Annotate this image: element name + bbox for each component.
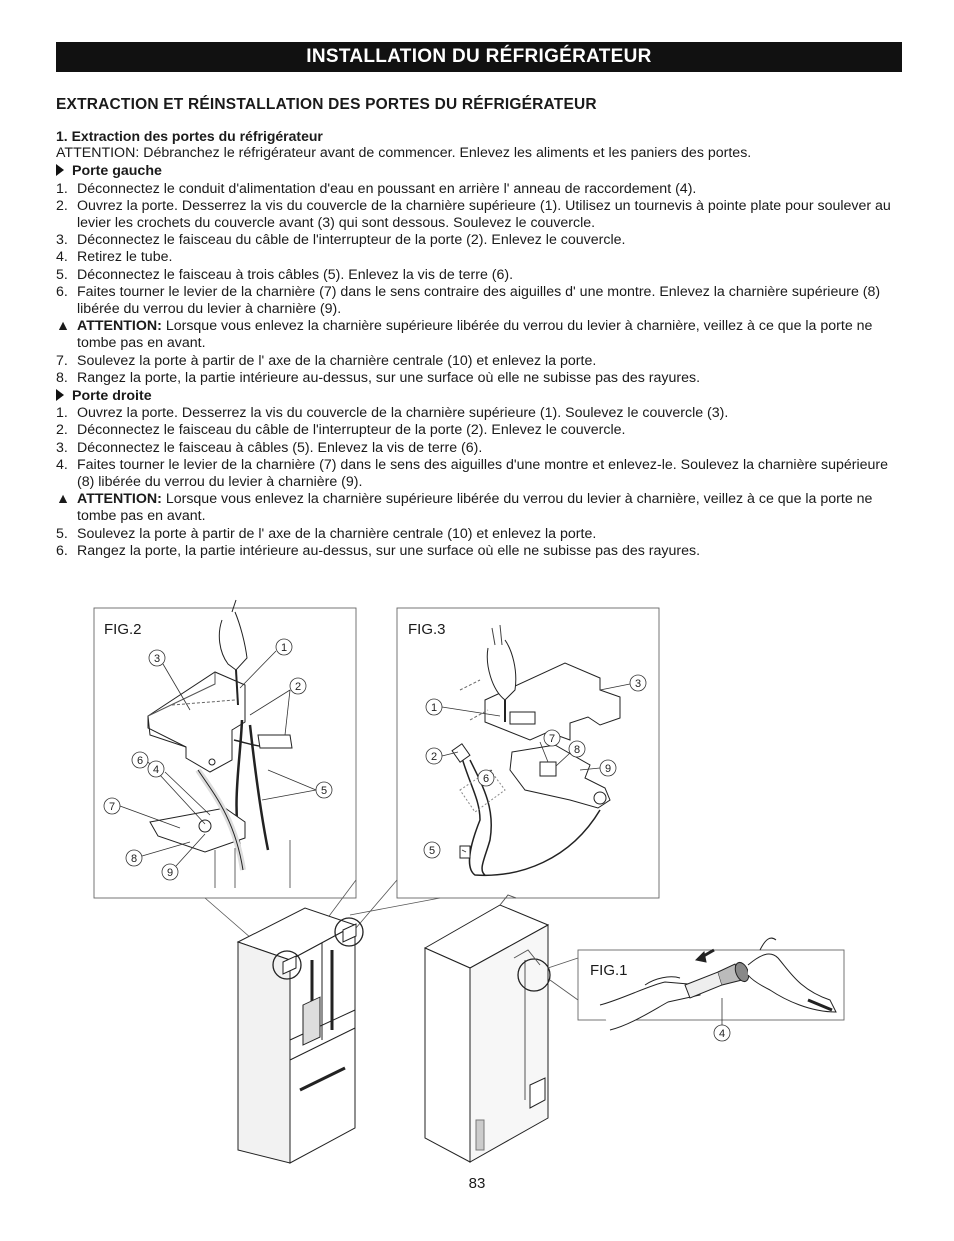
step-number: 3. [56,439,68,456]
step-number: 8. [56,369,68,386]
fig1-label: FIG.1 [590,962,628,979]
subheading: 1. Extraction des portes du réfrigérateur [56,128,323,144]
step-text: Ouvrez la porte. Desserrez la vis du couvercle de la charnière supérieure (1). Soulevez le couvercle (3). [77,405,729,422]
step-number: 4. [56,249,68,266]
fridge-back [425,895,578,1162]
step-number: 5. [56,266,68,283]
figure-3 [397,608,659,898]
callout-3: 3 [634,678,642,690]
step-text: Ouvrez la porte. Desserrez la vis du couvercle de la charnière supérieure (1). Utilisez un tournevis à pointe plate pour soulever au levier les crochets du couvercle avant (3) qui sont dessous. Soulevez le couvercle. [77,197,891,232]
step-text: Faites tourner le levier de la charnière (7) dans le sens contraire des aiguilles d' une montre. Enlevez la charnière supérieure (8) libérée du verrou du levier à charnière (9). [77,283,881,318]
step-text: Soulevez la porte à partir de l' axe de la charnière centrale (10) et enlevez la porte. [77,525,597,542]
step-number: 1. [56,405,68,422]
fig2-label: FIG.2 [104,621,142,638]
fridge-front [238,908,363,1163]
callout-6: 6 [482,773,490,785]
step-number: 1. [56,180,68,197]
intro-paragraph: ATTENTION: Débranchez le réfrigérateur avant de commencer. Enlevez les aliments et les paniers des portes. [56,145,752,162]
callout-5: 5 [428,845,436,857]
callout-1: 1 [280,642,288,654]
step-text: Déconnectez le conduit d'alimentation d'eau en poussant en arrière l' anneau de raccordement (4). [77,180,697,197]
warning-label: ATTENTION: [77,491,162,508]
step-text: Soulevez la porte à partir de l' axe de la charnière centrale (10) et enlevez la porte. [77,352,597,369]
warning-text: Lorsque vous enlevez la charnière supérieure libérée du verrou du levier à charnière, veillez à ce que la porte ne tombe pas en avant. [77,318,873,352]
left-door-title: Porte gauche [72,163,162,180]
step-text: Rangez la porte, la partie intérieure au-dessus, sur une surface où elle ne subisse pas des rayures. [77,369,701,386]
step-number: 6. [56,542,68,559]
callout-6: 6 [136,755,144,767]
warning-label: ATTENTION: [77,318,162,335]
section-title: EXTRACTION ET RÉINSTALLATION DES PORTES DU RÉFRIGÉRATEUR [56,96,597,113]
step-text: Déconnectez le faisceau à câbles (5). Enlevez la vis de terre (6). [77,439,483,456]
callout-9: 9 [166,867,174,879]
step-number: 2. [56,422,68,439]
step-number: 2. [56,197,68,214]
callout-1: 1 [430,702,438,714]
step-number: 4. [56,456,68,473]
callout-4: 4 [718,1028,726,1040]
right-door-title: Porte droite [72,388,152,405]
fig3-label: FIG.3 [408,621,446,638]
figure-2 [94,600,356,898]
warning-icon: ▲ [56,318,71,335]
callout-2: 2 [294,681,302,693]
step-text: Retirez le tube. [77,249,173,266]
step-number: 5. [56,525,68,542]
callout-3: 3 [153,653,161,665]
callout-9: 9 [604,763,612,775]
warning-text: Lorsque vous enlevez la charnière supérieure libérée du verrou du levier à charnière, veillez à ce que la porte ne tombe pas en avant. [77,491,873,525]
warning-icon: ▲ [56,491,71,508]
callout-4: 4 [152,764,160,776]
step-number: 3. [56,232,68,249]
callout-5: 5 [320,785,328,797]
step-number: 7. [56,352,68,369]
callout-8: 8 [130,853,138,865]
page-banner: INSTALLATION DU RÉFRIGÉRATEUR [56,42,902,72]
callout-7: 7 [548,733,556,745]
callout-7: 7 [108,801,116,813]
step-text: Déconnectez le faisceau du câble de l'interrupteur de la porte (2). Enlevez le couvercle. [77,232,626,249]
step-text: Déconnectez le faisceau à trois câbles (5). Enlevez la vis de terre (6). [77,266,514,283]
step-text: Rangez la porte, la partie intérieure au-dessus, sur une surface où elle ne subisse pas des rayures. [77,542,701,559]
callout-2: 2 [430,751,438,763]
callout-8: 8 [573,744,581,756]
figure-1 [578,938,844,1041]
step-number: 6. [56,283,68,300]
page-number: 83 [468,1175,486,1192]
step-text: Déconnectez le faisceau du câble de l'interrupteur de la porte (2). Enlevez le couvercle. [77,422,626,439]
step-text: Faites tourner le levier de la charnière (7) dans le sens des aiguilles d'une montre et enlevez-le. Soulevez la charnière supérieure (8) libérée du verrou du levier à charnière (9). [77,456,889,491]
